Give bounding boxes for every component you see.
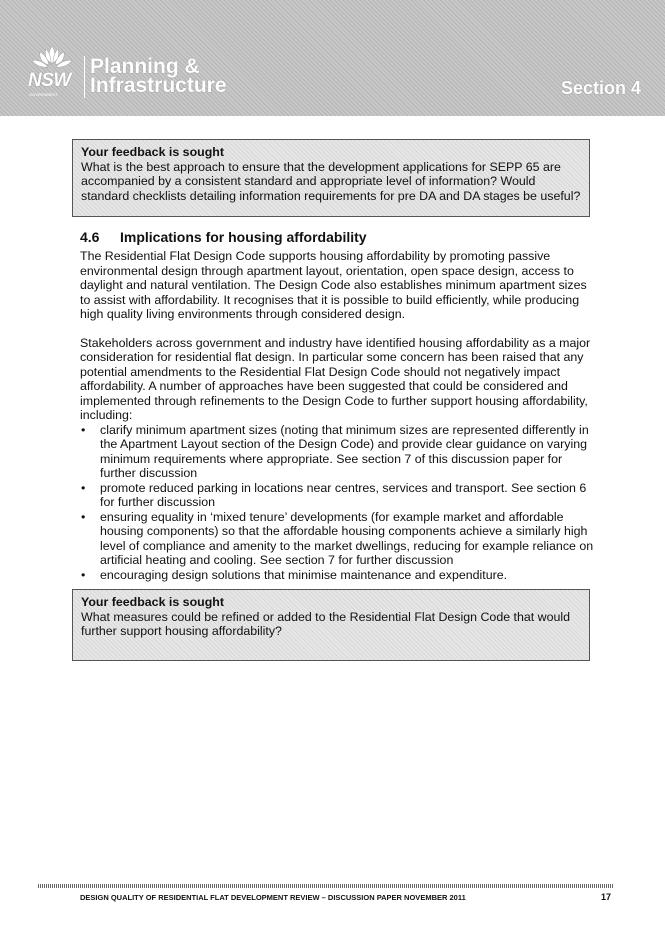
department-line-1: Planning & [90, 55, 200, 78]
footer-text: DESIGN QUALITY OF RESIDENTIAL FLAT DEVELOPMENT REVIEW – DISCUSSION PAPER NOVEMBER 2011 [80, 893, 466, 902]
list-item [80, 568, 595, 583]
bullet-list [80, 423, 595, 583]
department-line-2: Infrastructure [90, 74, 227, 97]
section-content [80, 229, 595, 582]
list-item-text: ensuring equality in ‘mixed tenure’ developments (for example market and affordable housing components) so that the affordable housing components achieve a similarly high level of compliance and amenity to the market dwellings, reducing for example reliance on artificial heating and cooling. See section 7 for further discussion [100, 509, 594, 567]
page-number: 17 [601, 892, 612, 902]
list-item [80, 423, 595, 481]
bullet-icon: • [81, 509, 86, 524]
list-item-text: clarify minimum apartment sizes (noting that minimum sizes are represented differently in the Apartment Layout section of the Design Code) and provide clear guidance on varying minimum requirements where appropriate. See section 7 of this discussion paper for further discussion [100, 422, 589, 480]
feedback-box-1 [72, 139, 590, 217]
paragraph-1: The Residential Flat Design Code supports housing affordability by promoting passive environmental design through apartment layout, orientation, open space design, access to daylight and natural ventilation. The Design Code also establishes minimum apartment sizes to assist with affordability. It recognises that it is possible to build efficiently, while producing high quality living environments through considered design. [80, 249, 587, 321]
section-label: Section 4 [560, 78, 641, 98]
feedback-question: What measures could be refined or added to the Residential Flat Design Code that would further support housing affordability? [81, 609, 571, 638]
logo-wordmark: NSW [28, 70, 71, 91]
bullet-icon: • [81, 480, 86, 495]
nsw-logo [22, 44, 82, 100]
bullet-icon: • [81, 567, 86, 582]
logo-subtitle: GOVERNMENT [29, 92, 58, 97]
feedback-box-2 [72, 589, 590, 661]
feedback-title: Your feedback is sought [81, 145, 224, 159]
header-banner [0, 0, 665, 116]
paragraph-2: Stakeholders across government and industry have identified housing affordability as a major consideration for residential flat design. In particular some concern has been raised that any potential amendments to the Residential Flat Design Code should not negatively impact affordability. A number of approaches have been suggested that could be considered and implemented through refinements to the Design Code to further support housing affordability, including: [80, 335, 591, 422]
section-heading [80, 229, 595, 246]
section-title: Implications for housing affordability [120, 229, 367, 245]
list-item-text: encouraging design solutions that minimise maintenance and expenditure. [100, 567, 508, 582]
list-item [80, 481, 595, 510]
list-item-text: promote reduced parking in locations near centres, services and transport. See section 6 for further discussion [100, 480, 587, 509]
department-name [90, 57, 227, 95]
list-item [80, 510, 595, 568]
section-number: 4.6 [80, 229, 100, 245]
footer-rule [38, 884, 614, 888]
bullet-icon: • [81, 422, 86, 437]
banner-divider [84, 56, 85, 98]
feedback-title: Your feedback is sought [81, 595, 224, 609]
feedback-question: What is the best approach to ensure that the development applications for SEPP 65 are accompanied by a consistent standard and appropriate level of information? Would standard checklists detailing information requirements for pre DA and DA stages be useful? [81, 159, 581, 203]
